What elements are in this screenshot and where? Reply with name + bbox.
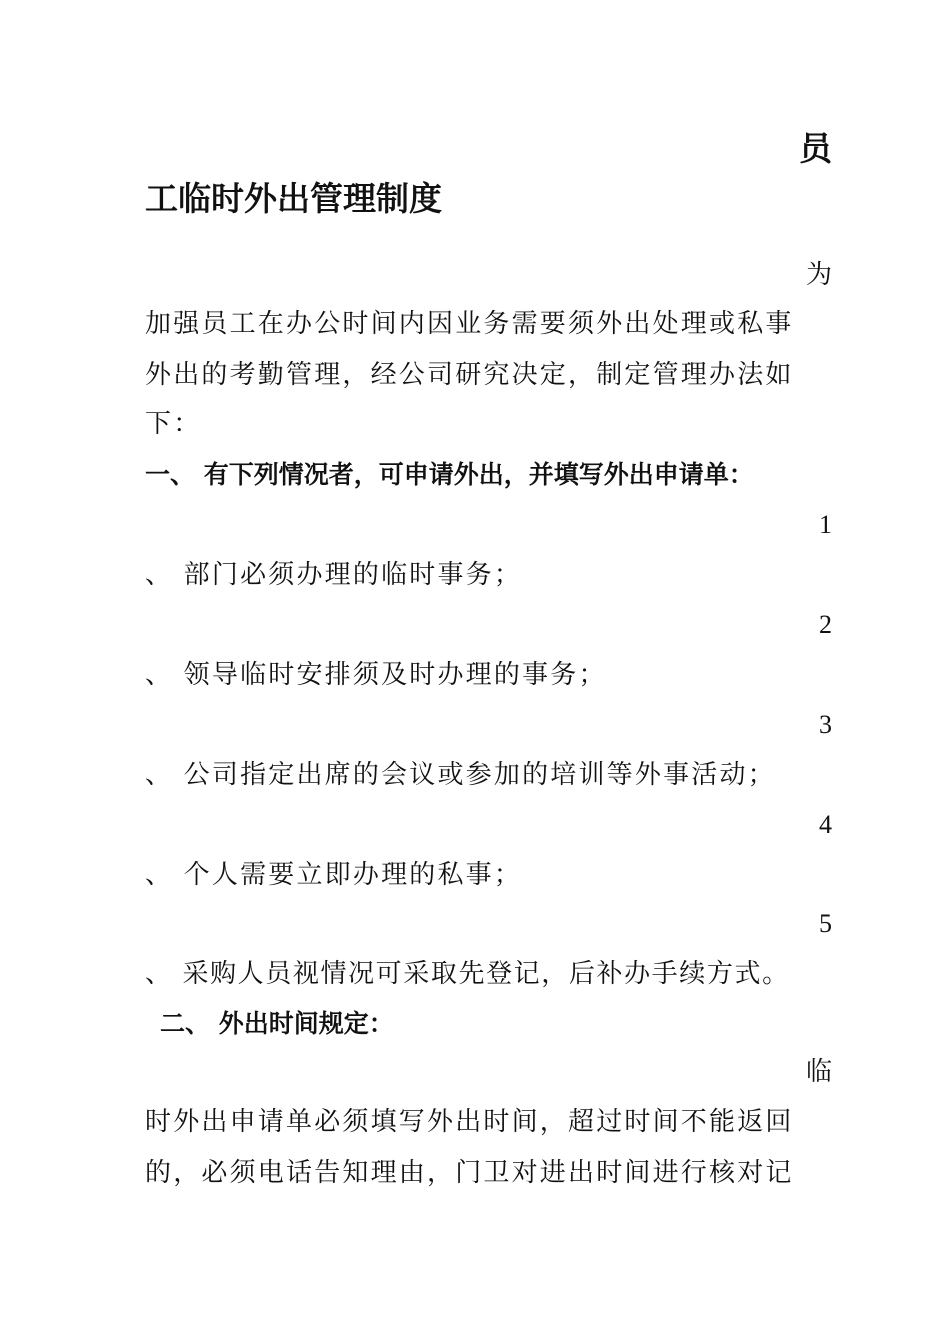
item-1-text: 、 部门必须办理的临时事务； xyxy=(145,560,523,590)
item-3-text: 、 公司指定出席的会议或参加的培训等外事活动； xyxy=(145,760,776,790)
document-title: 工临时外出管理制度 xyxy=(145,179,442,218)
intro-line-2: 外出的考勤管理，经公司研究决定，制定管理办法如 xyxy=(145,360,794,390)
section-2-line-1: 时外出申请单必须填写外出时间，超过时间不能返回 xyxy=(145,1107,794,1137)
item-4-number: 4 xyxy=(819,810,832,839)
intro-line-1: 加强员工在办公时间内因业务需要须外出处理或私事 xyxy=(145,309,794,339)
item-5-text: 、 采购人员视情况可采取先登记，后补办手续方式。 xyxy=(145,959,790,989)
item-4-text: 、 个人需要立即办理的私事； xyxy=(145,860,523,890)
section-2-line-2: 的，必须电话告知理由，门卫对进出时间进行核对记 xyxy=(145,1158,794,1188)
section-2-lead-char: 临 xyxy=(805,1057,832,1087)
item-5-number: 5 xyxy=(819,909,832,938)
item-3-number: 3 xyxy=(819,710,832,739)
section-1-heading: 一、 有下列情况者，可申请外出，并填写外出申请单： xyxy=(145,460,754,489)
intro-lead-char: 为 xyxy=(805,260,832,290)
item-2-text: 、 领导临时安排须及时办理的事务； xyxy=(145,660,607,690)
item-2-number: 2 xyxy=(819,610,832,639)
section-2-heading: 二、 外出时间规定： xyxy=(160,1009,394,1038)
item-1-number: 1 xyxy=(819,510,832,539)
title-first-char: 员 xyxy=(799,129,832,168)
intro-line-3: 下： xyxy=(145,409,202,439)
